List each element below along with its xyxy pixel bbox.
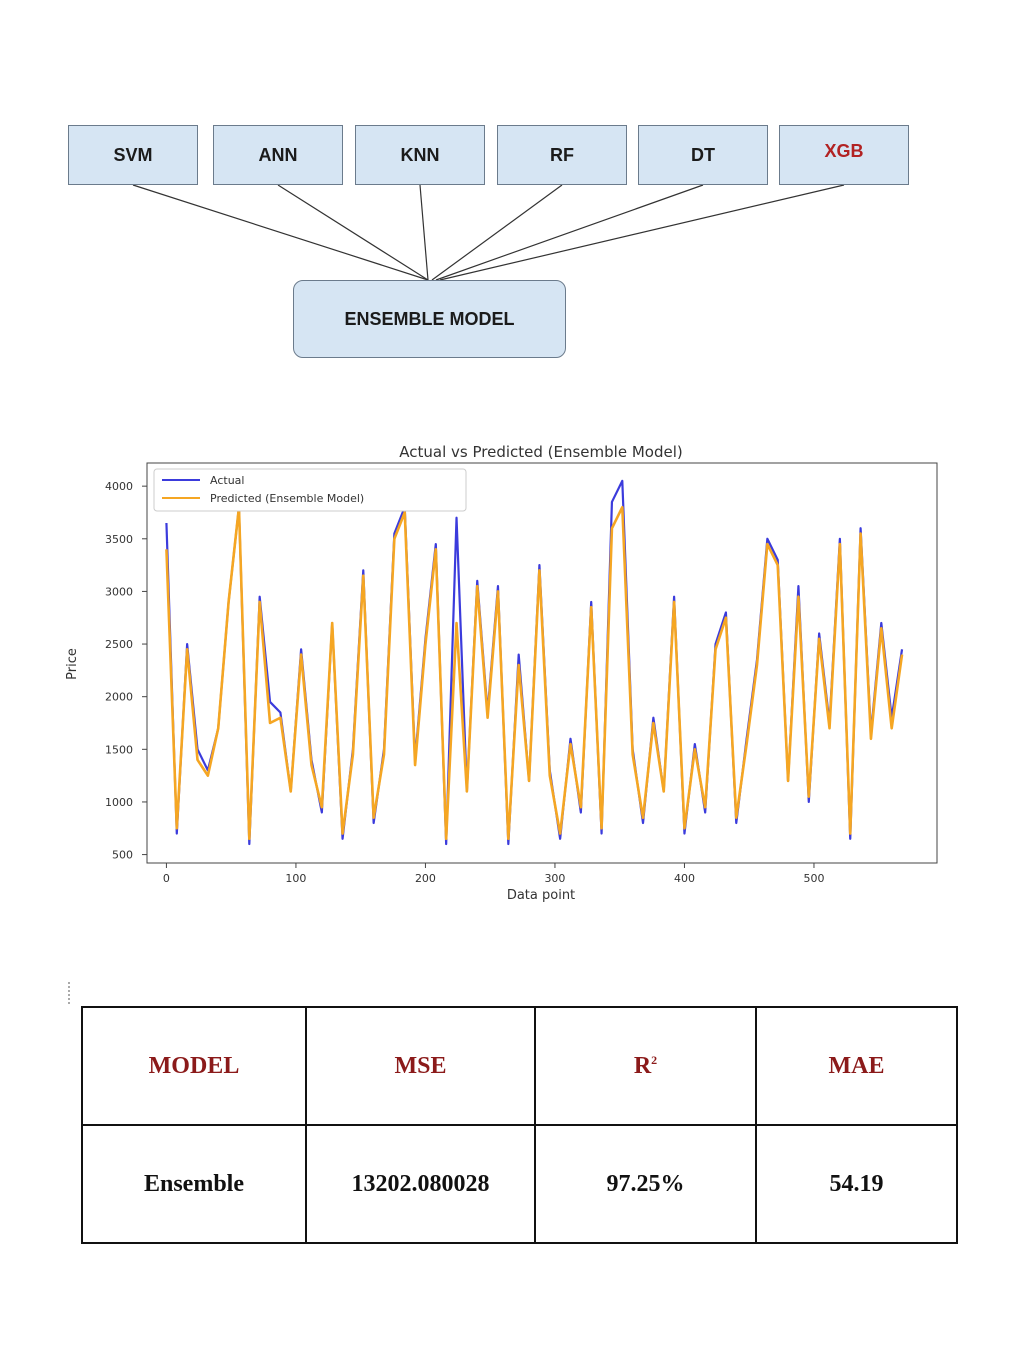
x-tick-label: 400 (673, 872, 695, 885)
y-tick-label: 3000 (105, 585, 133, 599)
model-label-knn: KNN (400, 144, 440, 165)
chart-legend (154, 469, 466, 511)
header-r2 (535, 1007, 756, 1125)
x-tick-label: 500 (803, 872, 825, 885)
legend-label-predicted: Predicted (Ensemble Model) (210, 492, 365, 505)
header-mse: MSE (306, 1007, 535, 1125)
y-axis-ticks (105, 480, 147, 861)
table-header-row (82, 1007, 957, 1125)
y-tick-label: 2500 (105, 638, 133, 652)
y-tick-label: 1500 (105, 743, 133, 757)
y-tick-label: 500 (112, 848, 133, 862)
dotted-mark (68, 982, 74, 1004)
y-tick-label: 3500 (105, 532, 133, 546)
x-axis-ticks (163, 863, 825, 885)
model-label-xgb: XGB (824, 140, 864, 161)
model-label-svm: SVM (113, 144, 153, 165)
legend-label-actual: Actual (210, 474, 245, 487)
y-tick-label: 1000 (105, 795, 133, 809)
cell-r2: 97.25% (535, 1125, 756, 1243)
cell-mae: 54.19 (756, 1125, 957, 1243)
cell-model: Ensemble (82, 1125, 306, 1243)
x-tick-label: 200 (414, 872, 436, 885)
y-axis-label: Price (65, 648, 80, 680)
x-axis-label: Data point (506, 888, 576, 903)
cell-mse: 13202.080028 (306, 1125, 535, 1243)
header-r2-superscript: 2 (651, 1052, 658, 1067)
results-table (81, 1006, 958, 1244)
model-label-rf: RF (550, 144, 574, 165)
header-r2-label: R (633, 1052, 652, 1079)
x-tick-label: 300 (544, 872, 566, 885)
y-tick-label: 2000 (105, 690, 133, 704)
ensemble-model-label: ENSEMBLE MODEL (344, 308, 515, 329)
model-label-ann: ANN (258, 144, 298, 165)
y-tick-label: 4000 (105, 480, 133, 494)
x-tick-label: 100 (285, 872, 307, 885)
table-row (82, 1125, 957, 1243)
chart-title: Actual vs Predicted (Ensemble Model) (399, 443, 683, 461)
x-tick-label: 0 (162, 872, 170, 885)
header-model: MODEL (82, 1007, 306, 1125)
header-mae: MAE (756, 1007, 957, 1125)
model-label-dt: DT (691, 144, 715, 165)
